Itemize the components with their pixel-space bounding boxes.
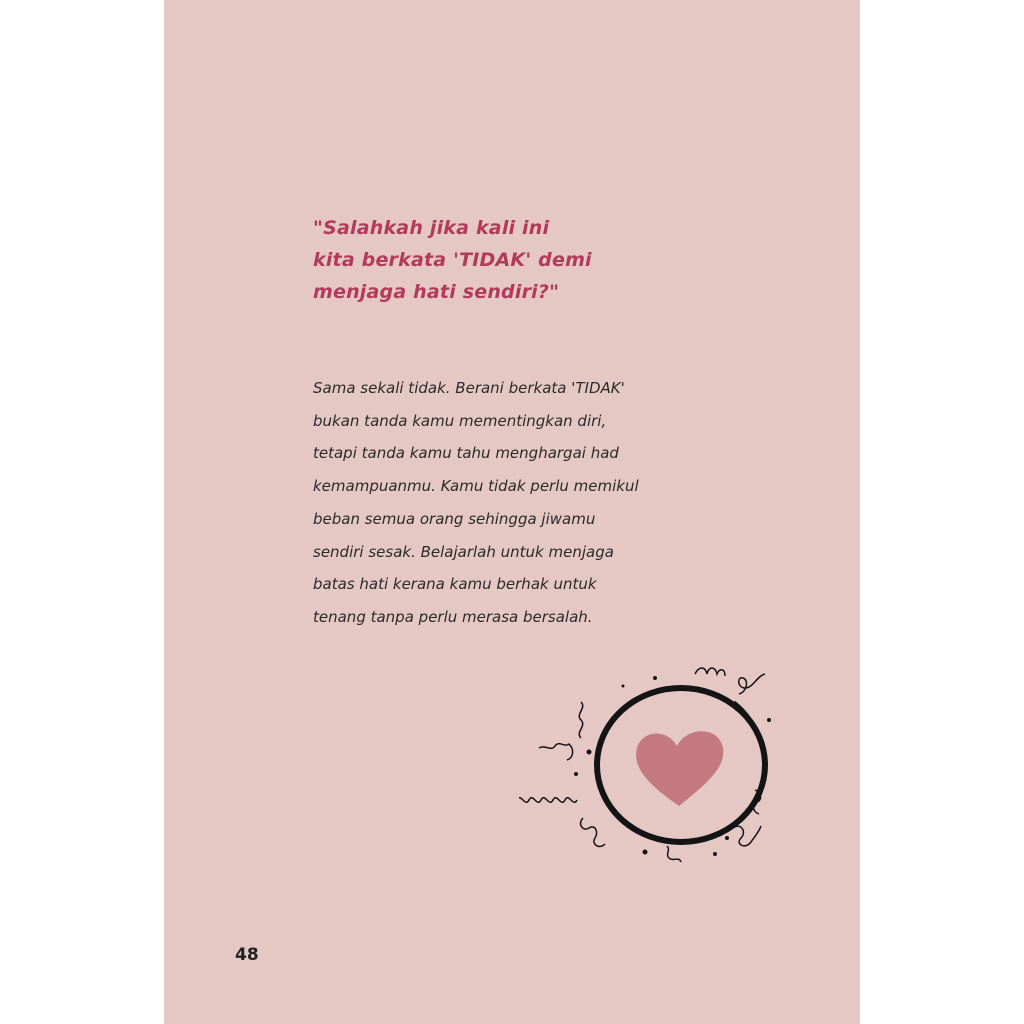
- doodle-dot: [574, 772, 578, 776]
- book-page: [164, 0, 860, 1024]
- body-line: Sama sekali tidak. Berani berkata 'TIDAK': [313, 379, 625, 397]
- body-line: tenang tanpa perlu merasa bersalah.: [313, 607, 593, 626]
- quote-line: kita berkata 'TIDAK' demi: [313, 249, 592, 271]
- heart-shape: [636, 731, 723, 806]
- squiggle-top-right: [739, 674, 765, 694]
- quote-line: "Salahkah jika kali ini: [313, 217, 550, 239]
- body-line: kemampuanmu. Kamu tidak perlu memikul: [313, 477, 639, 496]
- doodle-dot: [587, 750, 592, 755]
- squiggle-left-mid: [539, 744, 573, 760]
- doodle-dot: [767, 718, 771, 722]
- squiggle-bottom: [667, 846, 681, 862]
- squiggle-top: [695, 668, 725, 676]
- doodle-dot: [725, 836, 729, 840]
- doodle-dot: [622, 685, 625, 688]
- body-line: sendiri sesak. Belajarlah untuk menjaga: [313, 542, 614, 561]
- body-line: beban semua orang sehingga jiwamu: [313, 509, 596, 528]
- body-line: tetapi tanda kamu tahu menghargai had: [313, 444, 619, 463]
- quote-line: menjaga hati sendiri?": [313, 281, 560, 303]
- body-paragraph: [313, 372, 693, 634]
- doodle-dot: [643, 850, 648, 855]
- pull-quote: [313, 212, 633, 308]
- body-line: batas hati kerana kamu berhak untuk: [313, 575, 597, 594]
- heart-in-circle-doodle-icon: [519, 660, 779, 870]
- squiggle-left-top: [579, 702, 582, 738]
- squiggle-bottom-left: [581, 818, 605, 846]
- doodle-dot: [653, 676, 657, 680]
- body-line: bukan tanda kamu mementingkan diri,: [313, 411, 607, 430]
- squiggle-bottom-right: [733, 826, 761, 846]
- squiggle-left-bottom: [519, 798, 577, 803]
- doodle-dot: [713, 852, 717, 856]
- page-number: 48: [235, 945, 259, 965]
